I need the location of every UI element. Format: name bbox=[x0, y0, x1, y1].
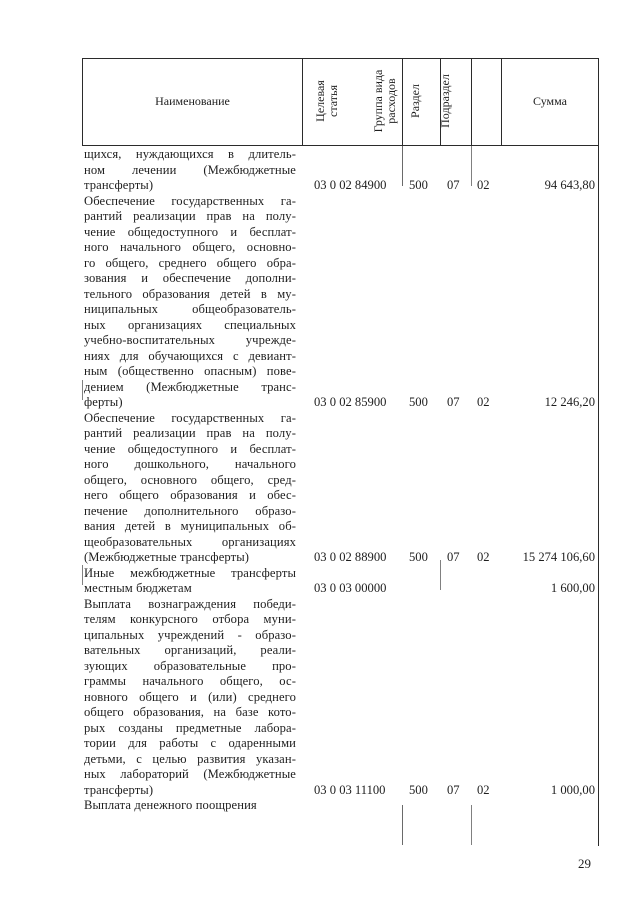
row-name-line: щеобразовательных организациях bbox=[84, 534, 296, 549]
row-name-line: ниях для обучающихся с девиант- bbox=[84, 348, 296, 363]
row-name-line: телям конкурсного отбора муни- bbox=[84, 612, 296, 626]
row-name-line: общего, основного общего, сред- bbox=[84, 472, 296, 487]
row-target: 03 0 03 11100 bbox=[314, 782, 386, 797]
col-sep-1 bbox=[302, 58, 303, 146]
row-name-line: рантий реализации прав на полу- bbox=[84, 426, 296, 440]
row-name-cell bbox=[84, 597, 296, 799]
header-group-line2: расходов bbox=[384, 78, 398, 124]
row-name-line: местным бюджетам bbox=[84, 581, 192, 595]
row-name-line: зования и обеспечение дополни- bbox=[84, 271, 296, 285]
row-sum: 1 600,00 bbox=[550, 581, 595, 595]
row-subsection: 02 bbox=[477, 178, 490, 192]
row-name-line: чение общедоступного и бесплат- bbox=[84, 224, 296, 239]
col-sep-3-body bbox=[440, 560, 441, 590]
col-sep-2-body-b bbox=[402, 805, 403, 845]
header-target-line2: статья bbox=[326, 85, 340, 117]
header-section: Раздел bbox=[408, 84, 422, 118]
header-subsection: Подраздел bbox=[438, 74, 452, 128]
row-name-line: новного общего и (или) среднего bbox=[84, 689, 296, 704]
row-name-cell bbox=[84, 566, 296, 597]
header-target-line1: Целевая bbox=[313, 80, 327, 122]
row-name-line: учебно-воспитательных учрежде- bbox=[84, 333, 296, 347]
row-name-line: дением (Межбюджетные транс- bbox=[84, 379, 296, 394]
row-name-line: Обеспечение государственных га- bbox=[84, 193, 296, 208]
row-sum: 12 246,20 bbox=[544, 395, 595, 409]
row-name-line: него общего образования и обес- bbox=[84, 488, 296, 502]
row-section: 07 bbox=[447, 395, 460, 409]
row-name-line: ного дошкольного, начального bbox=[84, 457, 296, 471]
row-target: 03 0 02 84900 bbox=[314, 178, 387, 192]
row-name-cell bbox=[84, 194, 296, 411]
row-name-line: го общего, среднего общего обра- bbox=[84, 255, 296, 270]
row-sum: 94 643,80 bbox=[544, 178, 595, 192]
col-sep-4-body-b bbox=[471, 805, 472, 845]
row-target: 03 0 02 88900 bbox=[314, 550, 387, 564]
row-name-line: тельного образования детей в му- bbox=[84, 286, 296, 301]
row-name-line: ципальных учреждений - образо- bbox=[84, 627, 296, 642]
row-target: 03 0 02 85900 bbox=[314, 395, 387, 409]
row-name-line: граммы начального общего, ос- bbox=[84, 674, 296, 688]
row-sum: 15 274 106,60 bbox=[522, 550, 595, 564]
col-sep-2-body bbox=[402, 146, 403, 186]
row-name-line: щихся, нуждающихся в длитель- bbox=[84, 147, 296, 161]
row-name-line: (Межбюджетные трансферты) bbox=[84, 550, 250, 564]
row-name-cell bbox=[84, 798, 296, 814]
row-section: 07 bbox=[447, 550, 460, 564]
row-name-line: трансферты) bbox=[84, 782, 154, 797]
row-name-line: Выплата вознаграждения победи- bbox=[84, 596, 296, 611]
col-sep-4-body bbox=[471, 146, 472, 186]
col-sep-4 bbox=[471, 58, 472, 146]
row-subsection: 02 bbox=[477, 782, 490, 797]
row-section: 07 bbox=[447, 178, 460, 192]
header-name: Наименование bbox=[155, 94, 230, 108]
left-margin-mark-2 bbox=[82, 565, 83, 585]
row-name-line: ных организациях специальных bbox=[84, 317, 296, 332]
row-subsection: 02 bbox=[477, 395, 490, 409]
col-sep-2 bbox=[402, 58, 403, 146]
row-name-line: вательных организаций, реали- bbox=[84, 643, 296, 657]
row-name-line: ном лечении (Межбюджетные bbox=[84, 162, 296, 177]
row-name-line: трансферты) bbox=[84, 178, 154, 192]
header-sum: Сумма bbox=[533, 94, 567, 108]
left-margin-mark bbox=[82, 380, 83, 400]
row-name-line: чение общедоступного и бесплат- bbox=[84, 441, 296, 456]
page-number: 29 bbox=[578, 856, 591, 871]
row-name-line: тории для работы с одаренными bbox=[84, 736, 296, 750]
row-group: 500 bbox=[409, 550, 428, 564]
row-name-line: рых созданы предметные лабора- bbox=[84, 720, 296, 735]
row-sum: 1 000,00 bbox=[550, 782, 595, 797]
row-name-line: ниципальных общеобразователь- bbox=[84, 302, 296, 316]
row-name-cell bbox=[84, 411, 296, 566]
row-group: 500 bbox=[409, 395, 428, 409]
row-name-line: общего образования, на базе кото- bbox=[84, 705, 296, 719]
row-name-line: Иные межбюджетные трансферты bbox=[84, 565, 296, 580]
header-target bbox=[314, 57, 344, 145]
row-name-line: ферты) bbox=[84, 395, 123, 409]
header-group-line1: Группа вида bbox=[371, 69, 385, 133]
row-name-line: вания детей в муниципальных об- bbox=[84, 519, 296, 533]
row-name-line: ных лабораторий (Межбюджетные bbox=[84, 767, 296, 781]
table-right-border bbox=[598, 58, 599, 846]
row-subsection: 02 bbox=[477, 550, 490, 564]
header-group bbox=[372, 57, 402, 145]
row-name-line: Выплата денежного поощрения bbox=[84, 798, 257, 812]
row-group: 500 bbox=[409, 782, 428, 797]
row-name-line: зующих образовательные про- bbox=[84, 658, 296, 673]
row-name-line: Обеспечение государственных га- bbox=[84, 410, 296, 425]
row-name-line: печение дополнительного образо- bbox=[84, 503, 296, 518]
row-target: 03 0 03 00000 bbox=[314, 581, 387, 595]
row-group: 500 bbox=[409, 178, 428, 192]
row-section: 07 bbox=[447, 782, 460, 797]
row-name-line: ного начального общего, основно- bbox=[84, 240, 296, 254]
row-name-line: ным (общественно опасным) пове- bbox=[84, 364, 296, 378]
row-name-cell bbox=[84, 147, 296, 194]
table-header-bottom-border bbox=[82, 145, 599, 146]
row-name-line: рантий реализации прав на полу- bbox=[84, 209, 296, 223]
row-name-line: детьми, с целью развития указан- bbox=[84, 751, 296, 766]
